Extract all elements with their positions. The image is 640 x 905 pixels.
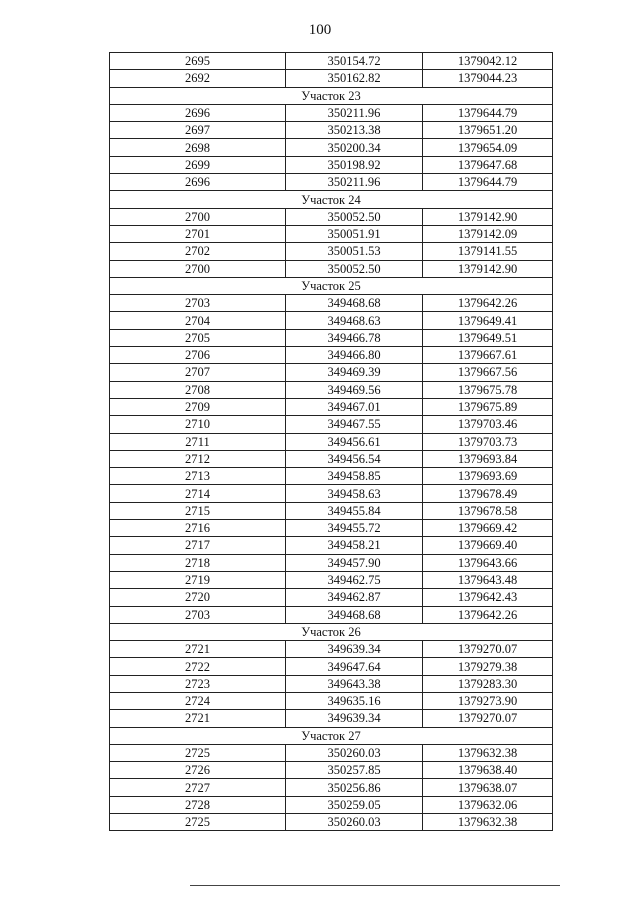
section-header-row: [110, 87, 553, 104]
point-number-cell: 2726: [110, 762, 286, 779]
y-coordinate-cell: 1379678.49: [423, 485, 553, 502]
x-coordinate-cell: 350051.91: [286, 225, 423, 242]
x-coordinate-cell: 349469.39: [286, 364, 423, 381]
x-coordinate-cell: 350260.03: [286, 744, 423, 761]
table-row: [110, 381, 553, 398]
point-number-cell: 2719: [110, 571, 286, 588]
y-coordinate-cell: 1379678.58: [423, 502, 553, 519]
x-coordinate-cell: 349466.80: [286, 347, 423, 364]
table-row: [110, 53, 553, 70]
x-coordinate-cell: 349468.68: [286, 295, 423, 312]
y-coordinate-cell: 1379667.56: [423, 364, 553, 381]
x-coordinate-cell: 349468.68: [286, 606, 423, 623]
point-number-cell: 2703: [110, 295, 286, 312]
y-coordinate-cell: 1379273.90: [423, 692, 553, 709]
table-row: [110, 814, 553, 831]
x-coordinate-cell: 349456.61: [286, 433, 423, 450]
point-number-cell: 2725: [110, 814, 286, 831]
section-header-row: [110, 623, 553, 640]
point-number-cell: 2728: [110, 796, 286, 813]
table-row: [110, 450, 553, 467]
point-number-cell: 2716: [110, 520, 286, 537]
x-coordinate-cell: 349458.21: [286, 537, 423, 554]
table-row: [110, 641, 553, 658]
x-coordinate-cell: 350154.72: [286, 53, 423, 70]
table-row: [110, 225, 553, 242]
table-row: [110, 260, 553, 277]
x-coordinate-cell: 350259.05: [286, 796, 423, 813]
y-coordinate-cell: 1379632.38: [423, 744, 553, 761]
table-row: [110, 571, 553, 588]
x-coordinate-cell: 349468.63: [286, 312, 423, 329]
point-number-cell: 2700: [110, 260, 286, 277]
point-number-cell: 2715: [110, 502, 286, 519]
table-row: [110, 174, 553, 191]
table-row: [110, 364, 553, 381]
table-row: [110, 329, 553, 346]
y-coordinate-cell: 1379632.06: [423, 796, 553, 813]
point-number-cell: 2698: [110, 139, 286, 156]
section-title: Участок 24: [110, 191, 553, 208]
point-number-cell: 2702: [110, 243, 286, 260]
y-coordinate-cell: 1379638.07: [423, 779, 553, 796]
point-number-cell: 2721: [110, 641, 286, 658]
table-row: [110, 295, 553, 312]
x-coordinate-cell: 349639.34: [286, 641, 423, 658]
page-number: 100: [308, 22, 332, 38]
point-number-cell: 2707: [110, 364, 286, 381]
y-coordinate-cell: 1379644.79: [423, 104, 553, 121]
y-coordinate-cell: 1379142.90: [423, 208, 553, 225]
x-coordinate-cell: 350052.50: [286, 208, 423, 225]
table-row: [110, 485, 553, 502]
y-coordinate-cell: 1379042.12: [423, 53, 553, 70]
section-header-row: [110, 277, 553, 294]
table-row: [110, 589, 553, 606]
x-coordinate-cell: 350211.96: [286, 104, 423, 121]
y-coordinate-cell: 1379651.20: [423, 122, 553, 139]
point-number-cell: 2700: [110, 208, 286, 225]
table-row: [110, 675, 553, 692]
x-coordinate-cell: 349455.72: [286, 520, 423, 537]
section-title: Участок 23: [110, 87, 553, 104]
point-number-cell: 2692: [110, 70, 286, 87]
x-coordinate-cell: 349639.34: [286, 710, 423, 727]
point-number-cell: 2695: [110, 53, 286, 70]
table-row: [110, 312, 553, 329]
point-number-cell: 2722: [110, 658, 286, 675]
point-number-cell: 2710: [110, 416, 286, 433]
table-row: [110, 710, 553, 727]
table-row: [110, 537, 553, 554]
point-number-cell: 2699: [110, 156, 286, 173]
point-number-cell: 2714: [110, 485, 286, 502]
table-row: [110, 606, 553, 623]
table-row: [110, 139, 553, 156]
point-number-cell: 2717: [110, 537, 286, 554]
x-coordinate-cell: 349466.78: [286, 329, 423, 346]
x-coordinate-cell: 350211.96: [286, 174, 423, 191]
y-coordinate-cell: 1379675.89: [423, 398, 553, 415]
y-coordinate-cell: 1379642.43: [423, 589, 553, 606]
y-coordinate-cell: 1379693.84: [423, 450, 553, 467]
point-number-cell: 2718: [110, 554, 286, 571]
table-row: [110, 796, 553, 813]
point-number-cell: 2720: [110, 589, 286, 606]
y-coordinate-cell: 1379142.09: [423, 225, 553, 242]
y-coordinate-cell: 1379638.40: [423, 762, 553, 779]
table-row: [110, 122, 553, 139]
table-row: [110, 347, 553, 364]
y-coordinate-cell: 1379649.51: [423, 329, 553, 346]
x-coordinate-cell: 350260.03: [286, 814, 423, 831]
table-row: [110, 779, 553, 796]
point-number-cell: 2703: [110, 606, 286, 623]
coordinates-table-body: [110, 53, 553, 831]
table-row: [110, 208, 553, 225]
y-coordinate-cell: 1379649.41: [423, 312, 553, 329]
y-coordinate-cell: 1379703.46: [423, 416, 553, 433]
table-row: [110, 398, 553, 415]
section-title: Участок 25: [110, 277, 553, 294]
x-coordinate-cell: 350257.85: [286, 762, 423, 779]
x-coordinate-cell: 349462.87: [286, 589, 423, 606]
point-number-cell: 2709: [110, 398, 286, 415]
y-coordinate-cell: 1379044.23: [423, 70, 553, 87]
table-row: [110, 433, 553, 450]
x-coordinate-cell: 349467.55: [286, 416, 423, 433]
y-coordinate-cell: 1379654.09: [423, 139, 553, 156]
section-title: Участок 26: [110, 623, 553, 640]
x-coordinate-cell: 349457.90: [286, 554, 423, 571]
x-coordinate-cell: 349458.63: [286, 485, 423, 502]
x-coordinate-cell: 350198.92: [286, 156, 423, 173]
x-coordinate-cell: 349456.54: [286, 450, 423, 467]
y-coordinate-cell: 1379669.40: [423, 537, 553, 554]
x-coordinate-cell: 350200.34: [286, 139, 423, 156]
x-coordinate-cell: 349467.01: [286, 398, 423, 415]
y-coordinate-cell: 1379667.61: [423, 347, 553, 364]
x-coordinate-cell: 349458.85: [286, 468, 423, 485]
point-number-cell: 2706: [110, 347, 286, 364]
point-number-cell: 2723: [110, 675, 286, 692]
y-coordinate-cell: 1379270.07: [423, 710, 553, 727]
point-number-cell: 2704: [110, 312, 286, 329]
x-coordinate-cell: 349635.16: [286, 692, 423, 709]
x-coordinate-cell: 350213.38: [286, 122, 423, 139]
table-row: [110, 554, 553, 571]
point-number-cell: 2701: [110, 225, 286, 242]
table-row: [110, 104, 553, 121]
section-header-row: [110, 191, 553, 208]
y-coordinate-cell: 1379647.68: [423, 156, 553, 173]
x-coordinate-cell: 349462.75: [286, 571, 423, 588]
table-row: [110, 692, 553, 709]
y-coordinate-cell: 1379643.48: [423, 571, 553, 588]
table-row: [110, 156, 553, 173]
y-coordinate-cell: 1379642.26: [423, 295, 553, 312]
section-title: Участок 27: [110, 727, 553, 744]
y-coordinate-cell: 1379279.38: [423, 658, 553, 675]
x-coordinate-cell: 349455.84: [286, 502, 423, 519]
point-number-cell: 2713: [110, 468, 286, 485]
point-number-cell: 2711: [110, 433, 286, 450]
y-coordinate-cell: 1379644.79: [423, 174, 553, 191]
table-row: [110, 502, 553, 519]
x-coordinate-cell: 350162.82: [286, 70, 423, 87]
x-coordinate-cell: 349647.64: [286, 658, 423, 675]
table-row: [110, 70, 553, 87]
y-coordinate-cell: 1379283.30: [423, 675, 553, 692]
y-coordinate-cell: 1379642.26: [423, 606, 553, 623]
section-header-row: [110, 727, 553, 744]
x-coordinate-cell: 350051.53: [286, 243, 423, 260]
y-coordinate-cell: 1379142.90: [423, 260, 553, 277]
point-number-cell: 2705: [110, 329, 286, 346]
point-number-cell: 2696: [110, 104, 286, 121]
x-coordinate-cell: 350052.50: [286, 260, 423, 277]
y-coordinate-cell: 1379693.69: [423, 468, 553, 485]
table-row: [110, 762, 553, 779]
point-number-cell: 2721: [110, 710, 286, 727]
point-number-cell: 2727: [110, 779, 286, 796]
point-number-cell: 2697: [110, 122, 286, 139]
table-row: [110, 658, 553, 675]
y-coordinate-cell: 1379643.66: [423, 554, 553, 571]
coordinates-table: [109, 52, 553, 831]
y-coordinate-cell: 1379675.78: [423, 381, 553, 398]
x-coordinate-cell: 349643.38: [286, 675, 423, 692]
y-coordinate-cell: 1379141.55: [423, 243, 553, 260]
point-number-cell: 2712: [110, 450, 286, 467]
x-coordinate-cell: 350256.86: [286, 779, 423, 796]
table-row: [110, 744, 553, 761]
x-coordinate-cell: 349469.56: [286, 381, 423, 398]
table-row: [110, 468, 553, 485]
point-number-cell: 2696: [110, 174, 286, 191]
footer-rule: [190, 885, 560, 886]
y-coordinate-cell: 1379270.07: [423, 641, 553, 658]
y-coordinate-cell: 1379669.42: [423, 520, 553, 537]
point-number-cell: 2724: [110, 692, 286, 709]
point-number-cell: 2708: [110, 381, 286, 398]
table-row: [110, 243, 553, 260]
y-coordinate-cell: 1379632.38: [423, 814, 553, 831]
table-row: [110, 520, 553, 537]
point-number-cell: 2725: [110, 744, 286, 761]
y-coordinate-cell: 1379703.73: [423, 433, 553, 450]
table-row: [110, 416, 553, 433]
